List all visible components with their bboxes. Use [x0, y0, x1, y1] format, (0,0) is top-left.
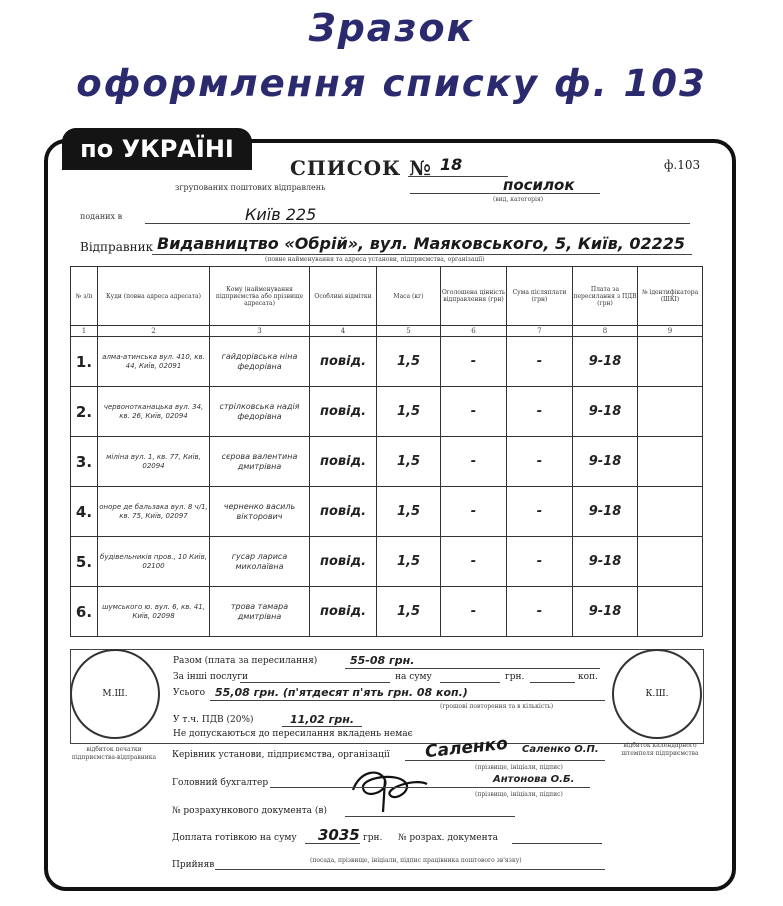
row-identifier: [638, 387, 703, 437]
row-recipient: черненко василь вікторович: [210, 487, 310, 537]
cash-value: 3035: [318, 826, 360, 844]
kop-label: коп.: [578, 672, 598, 682]
col-number: 5: [377, 326, 441, 337]
all-label: Усього: [173, 688, 205, 698]
payment-doc-label: № розрахункового документа (в): [172, 806, 327, 816]
row-mass: 1,5: [377, 537, 441, 587]
row-fee: 9-18: [573, 587, 638, 637]
row-mass: 1,5: [377, 387, 441, 437]
accepted-caption: (посада, прізвище, ініціали, підпис працівника поштового зв'язку): [310, 857, 522, 864]
row-mark: повід.: [310, 487, 377, 537]
row-cod: -: [507, 437, 573, 487]
other-services-label: За інші послуги: [173, 672, 249, 682]
sender-label: Відправник: [80, 240, 154, 254]
heading-line-2: оформлення списку ф. 103: [76, 62, 707, 105]
row-mass: 1,5: [377, 487, 441, 537]
row-declared-value: -: [441, 387, 507, 437]
row-mark: повід.: [310, 337, 377, 387]
total-fee-label: Разом (плата за пересилання): [173, 656, 318, 666]
col-number: 8: [573, 326, 638, 337]
row-number: 5.: [71, 537, 98, 587]
col-number: 9: [638, 326, 703, 337]
row-number: 4.: [71, 487, 98, 537]
row-number: 3.: [71, 437, 98, 487]
not-forwarded-text: Не допускаються до пересилання вкладень немає: [173, 729, 413, 739]
vat-value: 11,02 грн.: [290, 713, 355, 726]
col-header: № з/п: [71, 267, 98, 326]
heading-line-1: Зразок: [308, 6, 475, 50]
accountant-label: Головний бухгалтер: [172, 778, 269, 788]
accepted-label: Прийняв: [172, 860, 215, 870]
row-declared-value: -: [441, 337, 507, 387]
cash-label: Доплата готівкою на суму: [172, 833, 297, 843]
row-address: будівельників пров., 10 Київ, 02100: [98, 537, 210, 587]
head-caption: (прізвище, ініціали, підпис): [475, 764, 563, 771]
submitted-label: поданих в: [80, 212, 123, 221]
row-mass: 1,5: [377, 337, 441, 387]
row-identifier: [638, 437, 703, 487]
col-header: Маса (кг): [377, 267, 441, 326]
col-header: Кому (найменування підприємства або прізвище адресата): [210, 267, 310, 326]
head-name: Саленко О.П.: [522, 744, 599, 755]
row-identifier: [638, 587, 703, 637]
cash-grn-label: грн.: [363, 833, 383, 843]
row-cod: -: [507, 587, 573, 637]
row-declared-value: -: [441, 437, 507, 487]
row-identifier: [638, 337, 703, 387]
col-header: Особливі відмітки: [310, 267, 377, 326]
grn-label: грн.: [505, 672, 525, 682]
sender-caption: (повне найменування та адреса установи, підприємства, організації): [265, 256, 485, 263]
table-row: [71, 587, 703, 637]
table-header-row: [71, 267, 703, 326]
head-label: Керівник установи, підприємства, організації: [172, 750, 390, 760]
row-recipient: трова тамара дмитрівна: [210, 587, 310, 637]
row-cod: -: [507, 387, 573, 437]
col-header: Плата за пересилання з ПДВ (грн): [573, 267, 638, 326]
vat-label: У т.ч. ПДВ (20%): [173, 715, 254, 725]
row-address: міліна вул. 1, кв. 77, Київ, 02094: [98, 437, 210, 487]
row-recipient: гайдорівська ніна федорівна: [210, 337, 310, 387]
row-address: оноре де бальзака вул. 8 ч/1, кв. 75, Київ, 02097: [98, 487, 210, 537]
kind-value: посилок: [503, 176, 575, 194]
sender-value: Видавництво «Обрій», вул. Маяковського, 5, Київ, 02225: [157, 234, 686, 253]
row-fee: 9-18: [573, 337, 638, 387]
shipments-table: [70, 266, 703, 637]
stamp-left-caption: відбиток печатки підприємства-відправника: [71, 746, 157, 761]
col-header: Оголошена цінність відправлення (грн): [441, 267, 507, 326]
col-number: 3: [210, 326, 310, 337]
col-number: 2: [98, 326, 210, 337]
row-number: 6.: [71, 587, 98, 637]
form-number: 18: [440, 155, 463, 174]
row-mark: повід.: [310, 587, 377, 637]
region-tab: по УКРАЇНІ: [62, 128, 252, 170]
row-recipient: стрілковська надія федорівна: [210, 387, 310, 437]
stamp-right-caption: відбиток календарного штемпеля підприємства: [621, 742, 699, 757]
row-cod: -: [507, 487, 573, 537]
row-declared-value: -: [441, 487, 507, 537]
col-header: Сума післяплати (грн): [507, 267, 573, 326]
col-number: 4: [310, 326, 377, 337]
accountant-name: Антонова О.Б.: [493, 774, 575, 785]
all-caption: (грошові повторення та в кількість): [440, 703, 554, 710]
for-sum-label: на суму: [395, 672, 432, 682]
row-declared-value: -: [441, 537, 507, 587]
accountant-caption: (прізвище, ініціали, підпис): [475, 791, 563, 798]
form-code: ф.103: [664, 158, 701, 172]
row-mass: 1,5: [377, 437, 441, 487]
form-title: СПИСОК №: [290, 156, 432, 180]
stamp-right: К.Ш.: [612, 649, 702, 739]
row-fee: 9-18: [573, 487, 638, 537]
row-declared-value: -: [441, 587, 507, 637]
row-address: червонотканацька вул. 34, кв. 26, Київ, 02094: [98, 387, 210, 437]
row-fee: 9-18: [573, 537, 638, 587]
col-number: 6: [441, 326, 507, 337]
row-number: 2.: [71, 387, 98, 437]
total-fee-value: 55-08 грн.: [350, 654, 415, 667]
row-cod: -: [507, 337, 573, 387]
row-mark: повід.: [310, 387, 377, 437]
row-mass: 1,5: [377, 587, 441, 637]
calc-doc-label: № розрах. документа: [398, 833, 498, 843]
stamp-left: М.Ш.: [70, 649, 160, 739]
submitted-value: Київ 225: [245, 205, 317, 224]
col-number: 1: [71, 326, 98, 337]
row-fee: 9-18: [573, 437, 638, 487]
row-number: 1.: [71, 337, 98, 387]
col-header: № ідентифікатора (ШКІ): [638, 267, 703, 326]
row-mark: повід.: [310, 537, 377, 587]
all-value: 55,08 грн. (п'ятдесят п'ять грн. 08 коп.): [215, 686, 468, 699]
row-address: алма-атинська вул. 410, кв. 44, Київ, 02091: [98, 337, 210, 387]
table-row: [71, 437, 703, 487]
kind-caption: (вид, категорія): [493, 196, 544, 203]
table-row: [71, 487, 703, 537]
row-identifier: [638, 487, 703, 537]
table-row: [71, 537, 703, 587]
col-number: 7: [507, 326, 573, 337]
row-recipient: гусар лариса миколаївна: [210, 537, 310, 587]
row-cod: -: [507, 537, 573, 587]
grouped-label: згрупованих поштових відправлень: [175, 183, 326, 192]
row-recipient: сєрова валентина дмитрівна: [210, 437, 310, 487]
col-header: Куди (повна адреса адресата): [98, 267, 210, 326]
row-identifier: [638, 537, 703, 587]
head-signature: Саленко: [424, 733, 509, 763]
row-address: шумського ю. вул. 6, кв. 41, Київ, 02098: [98, 587, 210, 637]
table-row: [71, 337, 703, 387]
row-fee: 9-18: [573, 387, 638, 437]
row-mark: повід.: [310, 437, 377, 487]
column-number-row: [71, 326, 703, 337]
table-row: [71, 387, 703, 437]
